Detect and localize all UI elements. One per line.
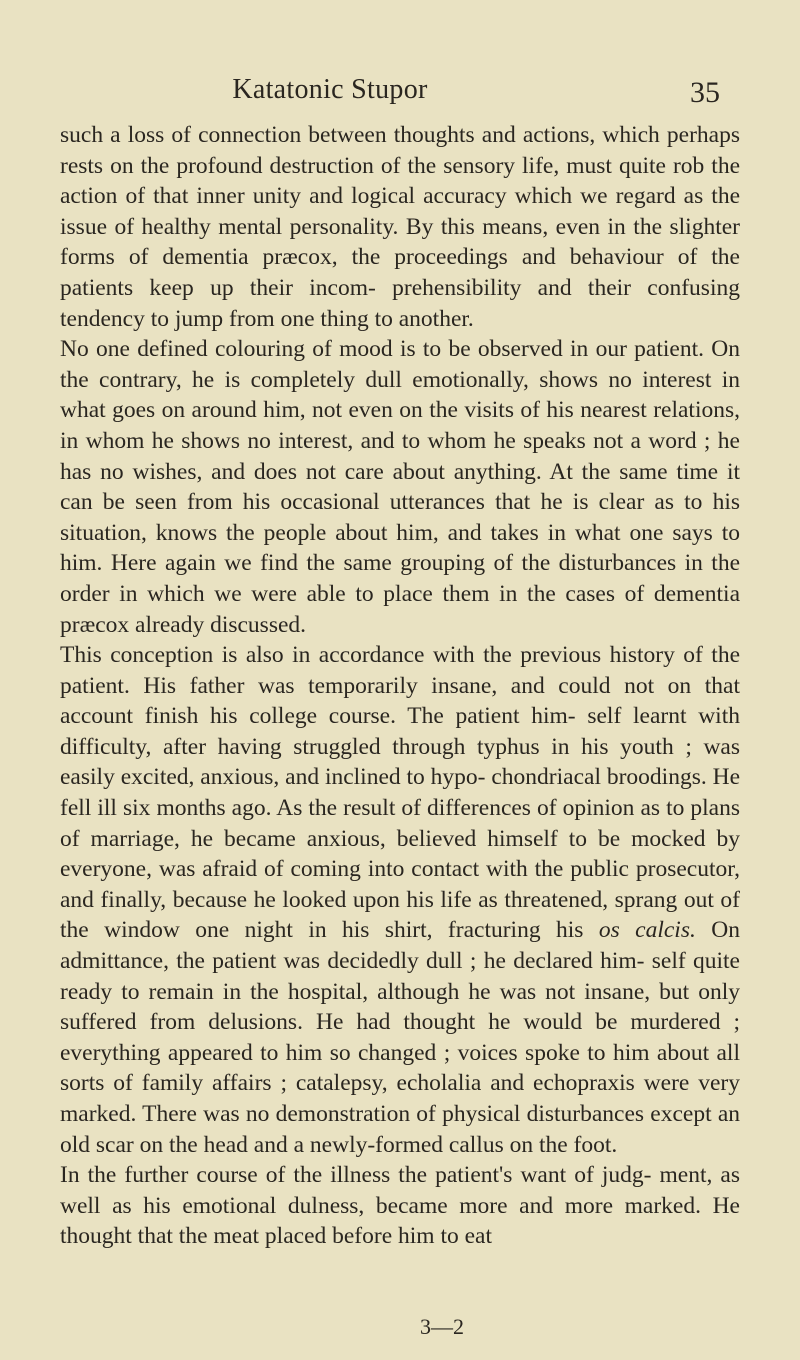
- paragraph-3: [60, 640, 740, 1160]
- signature-mark: 3—2: [420, 1314, 464, 1339]
- paragraph-4: In the further course of the illness the patient's want of judg- ment, as well as his emotional dulness, became more and more marked. He thought that the meat placed before him to eat: [60, 1162, 740, 1250]
- running-title: Katatonic Stupor: [232, 74, 428, 105]
- page-number: 35: [690, 76, 720, 109]
- paragraph-3-text: This conception is also in accordance with the previous history of the patient. His father was temporarily insane, and could not on that account finish his college course. The patient him- self learnt with difficulty, after having struggled through typhus in his youth ; was easily excited, anxious, and inclined to hypo- chondriacal broodings. He fell ill six months ago. As the result of differences of opinion as to plans of marriage, he became anxious, believed himself to be mocked by everyone, was afraid of coming into contact with the public prosecutor, and finally, because he looked upon his life as threatened, sprang out of the window one night in his shirt, fracturing his: [60, 642, 741, 944]
- paragraph-2: No one defined colouring of mood is to be observed in our patient. On the contrary, he is completely dull emotionally, shows no interest in what goes on around him, not even on the visits of his nearest relations, in whom he shows no interest, and to whom he speaks not a word ; he has no wishes, and does not care about anything. At the same time it can be seen from his occasional utterances that he is clear as to his situation, knows the people about him, and takes in what one says to him. Here again we find the same grouping of the disturbances in the order in which we were able to place them in the cases of dementia præcox already discussed.: [60, 336, 740, 638]
- running-head: [0, 74, 800, 114]
- body-text: [60, 120, 740, 1252]
- italic-term: os calcis.: [598, 917, 696, 944]
- paragraph-1: such a loss of connection between thoughts and actions, which perhaps rests on the profound destruction of the sensory life, must quite rob the action of that inner unity and logical accuracy which we regard as the issue of healthy mental personality. By this means, even in the slighter forms of dementia præcox, the proceedings and behaviour of the patients keep up their incom- prehensibility and their confusing tendency to jump from one thing to another.: [60, 122, 740, 332]
- paragraph-3-tail: On admittance, the patient was decidedly dull ; he declared him- self quite ready to remain in the hospital, although he was not insane, but only suffered from delusions. He had thought he would be murdered ; everything appeared to him so changed ; voices spoke to him about all sorts of family affairs ; catalepsy, echolalia and echopraxis were very marked. There was no demonstration of physical disturbances except an old scar on the head and a newly-formed callus on the foot.: [60, 917, 740, 1158]
